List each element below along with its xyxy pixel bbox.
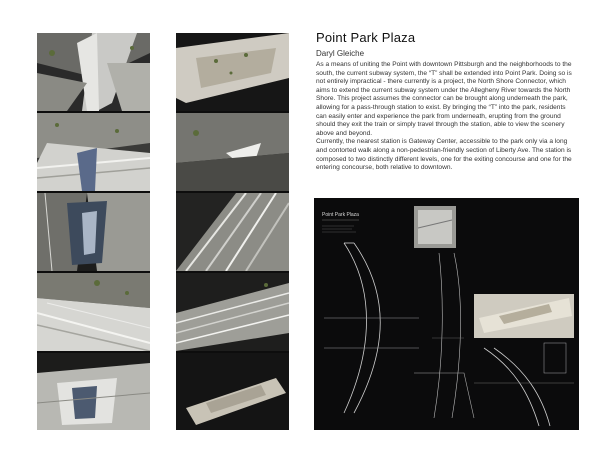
model-photo-left-1	[37, 33, 150, 111]
description-paragraph-1: As a means of uniting the Point with downtown Pittsburgh and the neighborhoods to the south, the current subway system, the “T” shall be extended into Point Park. Doing so is not entirely impractical - there currently is a project, the North Shore Connector, which aims to extend the current subway system under the Allegheny River towards the North Shore. This project assumes the connector can be brought along underneath the park, allowing for a pass-through station to exist. By bringing the “T” into the park, residents can easily enter and experience the park from underneath, erupting from the ground should they exit the train or simply travel through the station, able to view the scenery above and beyond.	[316, 61, 572, 137]
model-photo-left-4	[37, 273, 150, 351]
model-photo-middle-5	[176, 353, 289, 430]
board-title: Point Park Plaza	[322, 212, 359, 218]
model-photo-middle-2	[176, 113, 289, 191]
model-photo-middle-4	[176, 273, 289, 351]
presentation-board	[314, 198, 579, 430]
project-description	[316, 30, 578, 173]
model-photo-middle-3	[176, 193, 289, 271]
model-photo-left-5	[37, 353, 150, 430]
photo-column-left	[37, 33, 150, 430]
model-photo-left-3	[37, 193, 150, 271]
photo-column-middle	[176, 33, 289, 430]
model-photo-middle-1	[176, 33, 289, 111]
description-paragraph-2: Currently, the nearest station is Gateway Center, accessible to the park only via a long and contorted walk along a non-pedestrian-friendly section of Liberty Ave. The station is composed to two distinctly different levels, one for the exiting concourse and one for the entering concourse, both relative to downtown.	[316, 138, 572, 172]
model-photo-left-2	[37, 113, 150, 191]
page-title: Point Park Plaza	[316, 30, 416, 45]
author-name: Daryl Gleiche	[316, 49, 365, 58]
